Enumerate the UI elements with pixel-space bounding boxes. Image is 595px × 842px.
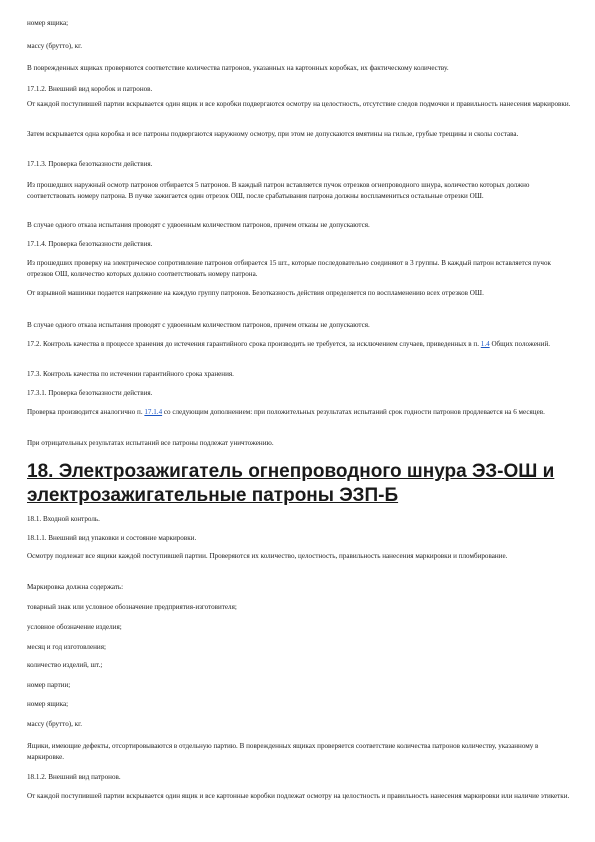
clause-link[interactable]: 1.4 <box>480 340 490 348</box>
paragraph <box>27 339 575 350</box>
paragraph: массу (брутто), кг. <box>27 42 82 50</box>
subsection-heading: 18.1.2. Внешний вид патронов. <box>27 773 121 781</box>
list-item: товарный знак или условное обозначение предприятия-изготовителя; <box>27 603 237 611</box>
paragraph-text: 17.2. Контроль качества в процессе хранения до истечения гарантийного срока производить не требуется, за исключением случаев, приведенных в п. <box>27 340 479 348</box>
paragraph-text: Общих положений. <box>491 340 551 348</box>
paragraph: От каждой поступившей партии вскрывается один ящик и все картонные коробки подлежат осмотру на целостность и правильность нанесения маркировки или наличие этикетки. <box>27 792 570 800</box>
paragraph: В случае одного отказа испытания проводят с удвоенным количеством патронов, причем отказы не допускаются. <box>27 321 370 329</box>
subsection-heading: 17.1.4. Проверка безотказности действия. <box>27 240 153 248</box>
list-item: месяц и год изготовления; <box>27 643 106 651</box>
paragraph: Ящики, имеющие дефекты, отсортировываются в отдельную партию. В поврежденных ящиках проверяется соответствие количества патронов количеству, указанному в маркировке. <box>27 742 539 761</box>
paragraph-text: Проверка производится аналогично п. <box>27 408 143 416</box>
paragraph: От каждой поступившей партии вскрывается один ящик и все коробки подвергаются осмотру на целостность, отсутствие следов подмочки и правильность нанесения маркировки. <box>27 100 571 108</box>
subsection-heading: 17.1.2. Внешний вид коробок и патронов. <box>27 85 153 93</box>
subsection-heading: 18.1. Входной контроль. <box>27 515 100 523</box>
section-heading-line-1: 18. Электрозажигатель огнепроводного шнура ЭЗ-ОШ и <box>27 461 555 482</box>
subsection-heading: 17.1.3. Проверка безотказности действия. <box>27 160 153 168</box>
list-item: массу (брутто), кг. <box>27 720 82 728</box>
paragraph: номер ящика; <box>27 19 69 27</box>
list-item: номер ящика; <box>27 700 69 708</box>
subsection-heading: 18.1.1. Внешний вид упаковки и состояние маркировки. <box>27 534 197 542</box>
paragraph: Маркировка должна содержать: <box>27 583 124 591</box>
subsection-heading: 17.3.1. Проверка безотказности действия. <box>27 389 153 397</box>
paragraph: От взрывной машинки подается напряжение на каждую группу патронов. Безотказность действия определяется по воспламенению всех отрезков ОШ. <box>27 289 484 297</box>
paragraph: При отрицательных результатах испытаний все патроны подлежат уничтожению. <box>27 439 274 447</box>
paragraph <box>27 407 575 418</box>
paragraph: Осмотру подлежат все ящики каждой поступившей партии. Проверяются их количество, целостность, правильность нанесения маркировки и пломбирование. <box>27 552 508 560</box>
paragraph: В поврежденных ящиках проверяются соответствие количества патронов, указанных на картонных коробках, их фактическому количеству. <box>27 64 449 72</box>
paragraph-text: со следующим дополнением: при положительных результатах испытаний срок годности патронов продлевается на 6 месяцев. <box>163 408 545 416</box>
list-item: количество изделий, шт.; <box>27 661 103 669</box>
clause-link[interactable]: 17.1.4 <box>144 408 163 416</box>
subsection-heading: 17.3. Контроль качества по истечении гарантийного срока хранения. <box>27 370 234 378</box>
list-item: условное обозначение изделия; <box>27 623 122 631</box>
paragraph: В случае одного отказа испытания проводят с удвоенным количеством патронов, причем отказы не допускаются. <box>27 221 370 229</box>
section-heading-line-2: электрозажигательные патроны ЭЗП-Б <box>27 485 399 506</box>
list-item: номер партии; <box>27 681 71 689</box>
paragraph: Из прошедших наружный осмотр патронов отбирается 5 патронов. В каждый патрон вставляется пучок отрезков огнепроводного шнура, количество которых должно соответствовать номеру патрона. В пучке зажигается один отрезок ОШ, после срабатывания патрона должны воспламениться остальные отрезки ОШ. <box>27 181 530 200</box>
paragraph: Затем вскрывается одна коробка и все патроны подвергаются наружному осмотру, при этом не допускаются вмятины на гильзе, грубые трещины и сколы состава. <box>27 130 519 138</box>
paragraph: Из прошедших проверку на электрическое сопротивление патронов отбирается 15 шт., которые последовательно соединяют в 3 группы. В каждый патрон вставляется пучок отрезков ОШ, количество которых должно соответствовать номеру патрона. <box>27 259 551 278</box>
